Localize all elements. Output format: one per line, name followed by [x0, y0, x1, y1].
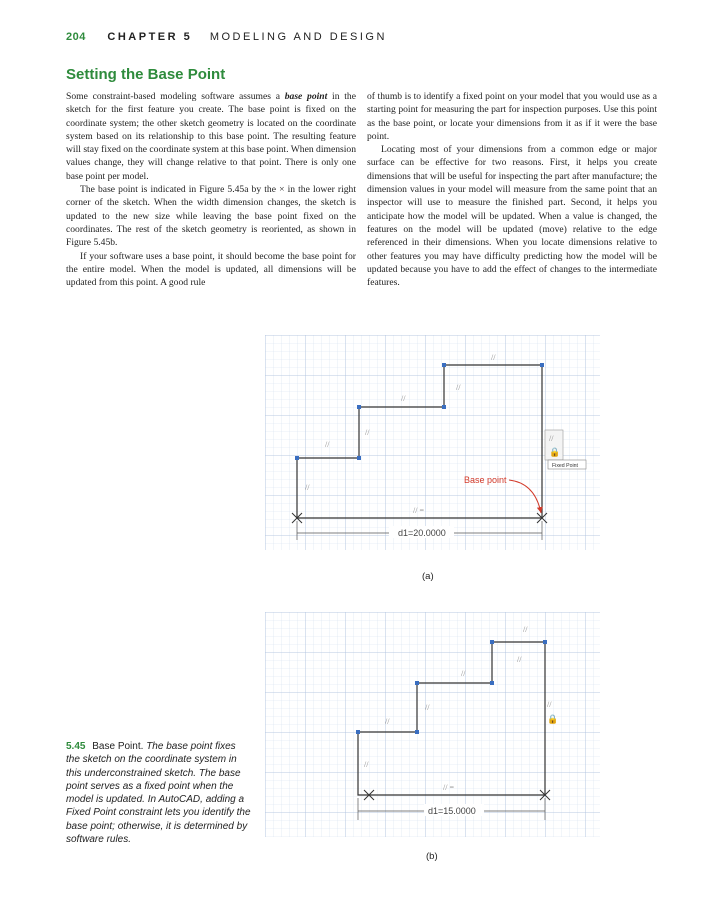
key-term: base point: [284, 91, 328, 102]
paragraph: of thumb is to identify a fixed point on your model that you would use as a starting point for measuring the part for inspection purposes. Use this point as the base point, or locate your dimensions from it as if it were the base point.: [367, 91, 657, 142]
text-column-right: [367, 90, 657, 289]
dimension-value: d1=15.0000: [428, 806, 476, 816]
svg-text://: //: [549, 434, 554, 443]
constraint-glyph: // =: [413, 506, 424, 515]
figure-a-label: (a): [422, 571, 434, 582]
caption-text: The base point fixes the sketch on the coordinate system in this underconstrained sketch. The base point serves as a fixed point when the model is updated. In AutoCAD, adding a Fixed Point constraint lets you identify the base point; otherwise, it is determined by software rules.: [66, 741, 251, 846]
constraint-glyph: //: [461, 669, 466, 678]
caption-number: 5.45: [66, 741, 86, 752]
svg-text://: //: [547, 700, 552, 709]
figure-a: [265, 335, 600, 550]
paragraph: Locating most of your dimensions from a common edge or major surface can be effective for two reasons. First, it helps you create dimensions that will be useful for inspecting the part after manufacture; the dimension values in your model will measure from the same point that an inspector will use to measure the finished part. Second, it helps you anticipate how the model will be updated. When a value is changed, the features on the model will be updated (move) relative to the edge referenced in their dimensions. When you locate dimensions relative to other features you may have difficulty predicting how the model will be updated because you have to add the effect of changes to the intermediate features.: [367, 144, 657, 289]
running-header: [66, 31, 387, 43]
figure-caption: [66, 740, 252, 846]
constraint-glyph: //: [325, 440, 330, 449]
page-number: 204: [66, 31, 86, 43]
constraint-glyph: //: [523, 625, 528, 634]
constraint-glyph: //: [517, 655, 522, 664]
lock-icon: 🔒: [549, 447, 561, 457]
chapter-title: MODELING AND DESIGN: [209, 31, 387, 43]
paragraph: If your software uses a base point, it should become the base point for the entire model. When the model is updated, all dimensions will be updated from this point. A good rule: [66, 250, 356, 289]
constraint-glyph: //: [425, 703, 430, 712]
constraint-glyph: //: [456, 383, 461, 392]
chapter-label: CHAPTER 5: [107, 31, 193, 43]
grid: [265, 612, 600, 837]
constraint-glyph: // =: [443, 783, 454, 792]
constraint-glyph: //: [401, 394, 406, 403]
constraint-glyph: //: [385, 717, 390, 726]
text-column-left: [66, 90, 356, 289]
dimension-value: d1=20.0000: [398, 528, 446, 538]
figure-b: [265, 612, 600, 837]
paragraph: The base point is indicated in Figure 5.45a by the × in the lower right corner of the sketch. When the width dimension changes, the sketch is updated to the new size while leaving the base point fixed on the coordinates. The rest of the sketch geometry is reoriented, as shown in Figure 5.45b.: [66, 184, 356, 249]
constraint-glyph: //: [364, 760, 369, 769]
section-title: Setting the Base Point: [66, 66, 226, 83]
constraint-glyph: //: [365, 428, 370, 437]
constraint-glyph: //: [491, 353, 496, 362]
fixed-point-tooltip: Fixed Point: [552, 463, 578, 469]
figure-b-label: (b): [426, 851, 438, 862]
constraint-glyph: //: [305, 483, 310, 492]
lock-icon: 🔒: [547, 714, 559, 724]
paragraph: Some constraint-based modeling software assumes a base point in the sketch for the first feature you create. The base point is fixed on the coordinate system; the other sketch geometry is located on the coordinate system based on its relationship to this base point. The resulting feature will stay fixed on the coordinate system at this base point. When dimension values change, they will change relative to that point. There is only one base point per model.: [66, 91, 356, 182]
caption-title: Base Point.: [92, 741, 144, 752]
base-point-label: Base point: [464, 475, 507, 485]
